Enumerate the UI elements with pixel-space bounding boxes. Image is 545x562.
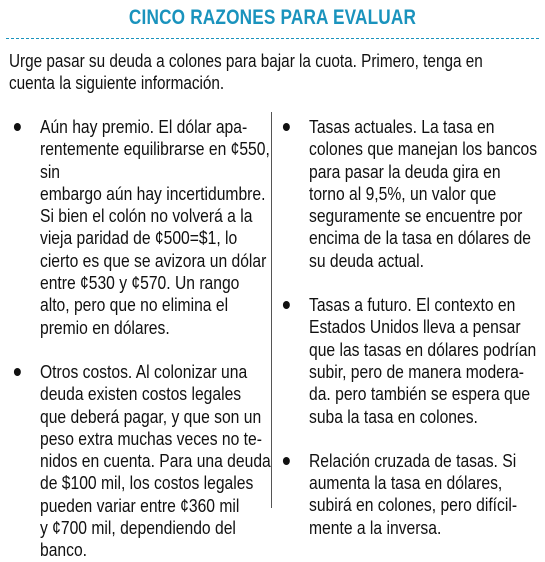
reason-item — [309, 294, 545, 428]
bullet-icon — [283, 301, 290, 309]
reason-item — [309, 450, 545, 539]
bullet-icon — [283, 457, 290, 465]
bullet-icon — [14, 123, 21, 131]
reason-text: Aún hay premio. El dólar apa- rentemente equilibrarse en ¢550, sin embargo aún hay incertidumbre. Si bien el colón no volverá a la vieja paridad de ¢500=$1, lo cierto es que se avizora un dólar entre ¢530 y ¢570. Un rango alto, pero que no elimina el premio en dólares. — [40, 117, 270, 338]
intro-paragraph: Urge pasar su deuda a colones para bajar la cuota. Primero, tenga en cuenta la siguiente información. — [9, 51, 483, 93]
reason-text: Relación cruzada de tasas. Si aumenta la tasa en dólares, subirá en colones, pero difícil- mente a la inversa. — [309, 450, 518, 538]
column-divider — [271, 112, 272, 508]
reason-text: Otros costos. Al colonizar una deuda existen costos legales que deberá pagar, y que son un peso extra muchas veces no te- nidos en cuenta. Para una deuda de $100 mil, los costos legales pueden variar entre ¢360 mil y ¢700 mil, dependiendo del banco. — [40, 361, 271, 561]
reason-item — [40, 116, 288, 339]
reason-text: Tasas a futuro. El contexto en Estados Unidos lleva a pensar que las tasas en dólares podrían subir, pero de manera modera- da. pero también se espera que suba la tasa en colones. — [309, 295, 537, 427]
title-divider — [6, 38, 539, 39]
headline-title: CINCO RAZONES PARA EVALUAR — [128, 6, 417, 29]
reason-text: Tasas actuales. La tasa en colones que manejan los bancos para pasar la deuda gira en torno al 9,5%, un valor que seguramente se encuentre por encima de la tasa en dólares de su deuda actual. — [309, 117, 538, 271]
bullet-icon — [283, 123, 290, 131]
bullet-icon — [14, 368, 21, 376]
left-column — [40, 116, 288, 562]
right-column — [309, 116, 545, 539]
reason-item — [40, 361, 288, 562]
reason-item — [309, 116, 545, 272]
